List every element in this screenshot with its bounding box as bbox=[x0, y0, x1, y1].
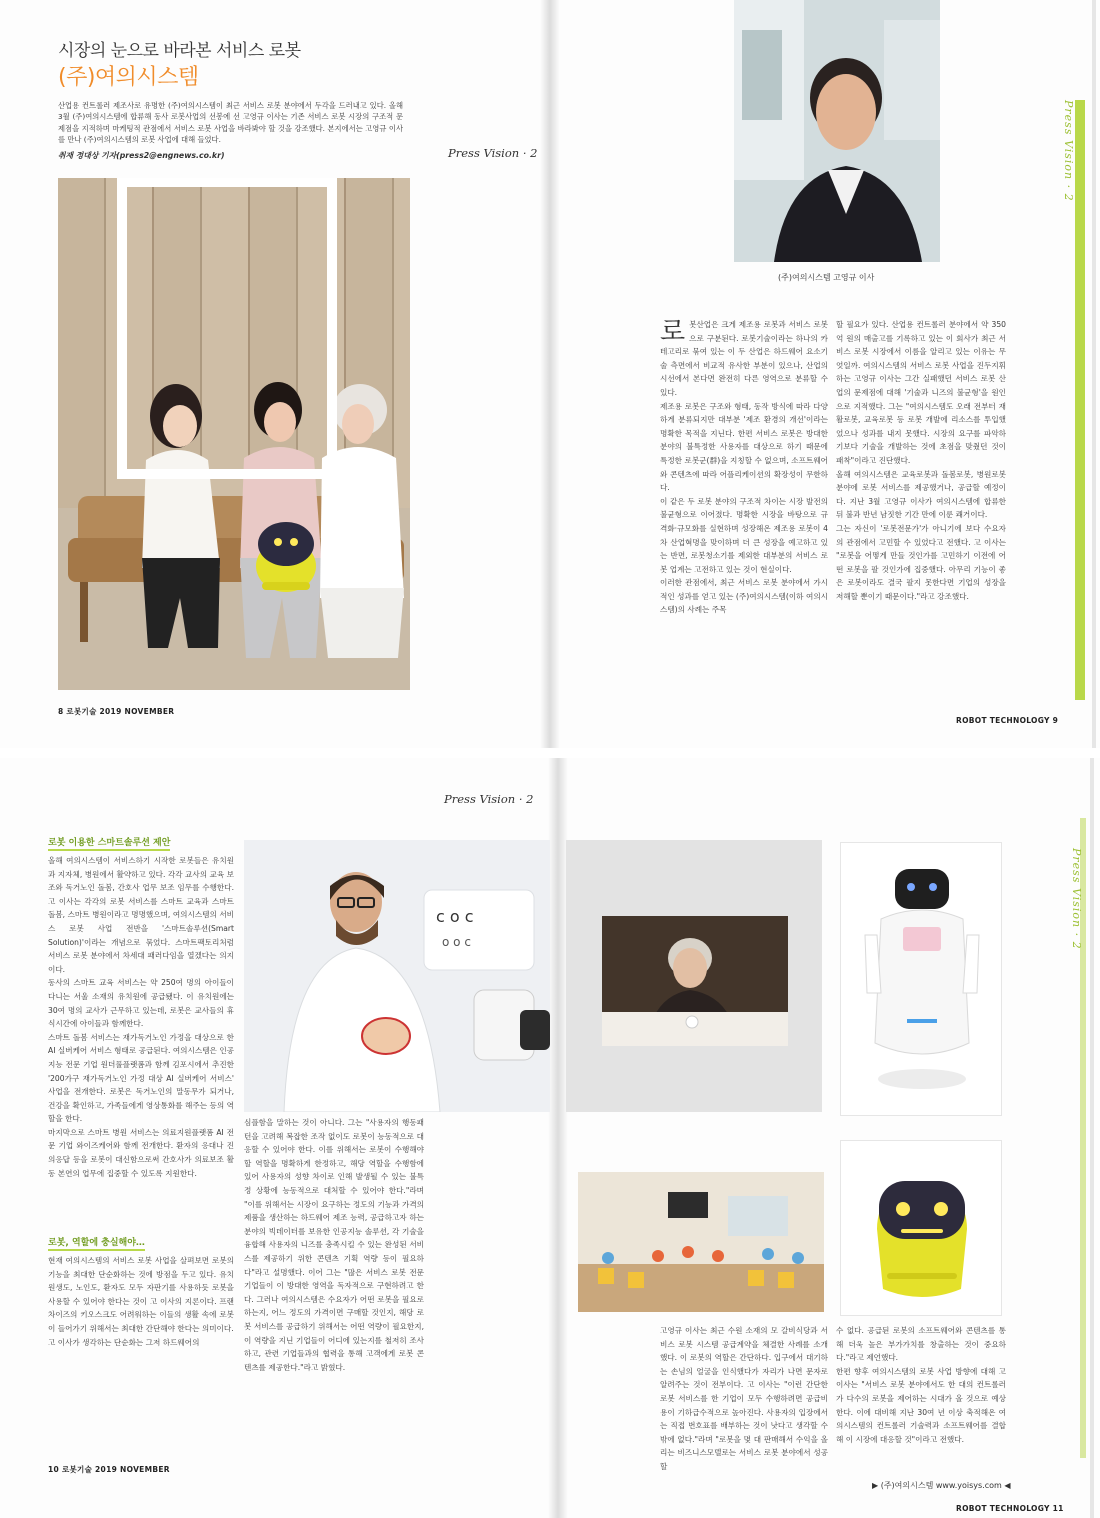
yellow-robot-photo bbox=[840, 1140, 1002, 1316]
body-column-1b bbox=[48, 1236, 234, 1452]
subhead-smart-solution: 로봇 이용한 스마트솔루션 제안 bbox=[48, 837, 170, 851]
company-credit: ▶ (주)여의시스템 www.yoisys.com ◀ bbox=[872, 1481, 1011, 1490]
doctor-robot-photo bbox=[244, 840, 550, 1112]
smiley-eye-icon bbox=[896, 1202, 910, 1216]
portrait-caption: (주)여의시스템 고영규 이사 bbox=[778, 273, 875, 282]
page-edge bbox=[1090, 758, 1094, 1518]
body-column-2: 심플함을 말하는 것이 아니다. 그는 "사용자의 행동패턴을 고려해 복잡한 조작 없이도 로봇이 능동적으로 대응할 수 있어야 한다. 이를 위해서는 로봇이 수행해야 할 역할을 명확하게 한정하고, 해당 역할을 수행함에 있어 사용자의 성향 차이로 인해 발생될 수 있는 불특정 상황에 능동적으로 대처할 수 있어야 한다."라며 "이를 위해서는 시장이 요구하는 정도의 기능과 가격의 제품을 생산하는 하드웨어 제조 능력, 공급하고자 하는 분야의 빅데이터를 보유한 인공지능 솔루션, 각 기술을 융합해 사용자의 니즈를 충족시킬 수 있는 완성된 서비스를 제공하기 위한 콘텐츠 기획 역량 등이 필요하다"라고 설명했다. 이어 그는 "많은 서비스 로봇 전문 기업들이 이 방대한 영역을 독자적으로 구현하려고 한다. 그러나 여의시스템은 수요자가 어떤 로봇을 필요로 하는지, 어느 정도의 가격이면 구매할 것인지, 해당 로봇 서비스를 공급하기 위해서는 어떤 역량이 필요한지, 이 역량을 지닌 기업들이 어디에 있는지를 철저히 조사하고, 관련 기업들과의 협력을 통해 고객에게 로봇 콘텐츠를 제공한다."라고 밝혔다. bbox=[244, 1118, 424, 1372]
spread-1 bbox=[0, 0, 1100, 748]
gutter-shadow bbox=[540, 0, 560, 748]
page-folio-right: ROBOT TECHNOLOGY 11 bbox=[956, 1504, 1064, 1513]
article-lead: 산업용 컨트롤러 제조사로 유명한 (주)여의시스템이 최근 서비스 로봇 분야에서 두각을 드러내고 있다. 올해 3월 (주)여의시스템에 합류해 동사 로봇사업의 선봉에 선 고영규 이사는 기존 서비스 로봇 시장의 구조적 문제점을 지적하며 마케팅적 관점에서 서비스 로봇 사업을 바라봐야 할 것을 강조했다. 본지에서는 고영규 이사를 만나 (주)여의시스템의 로봇 사업에 대해 들었다. bbox=[58, 101, 403, 145]
body-column-4: 수 없다. 공급된 로봇의 소프트웨어와 콘텐츠를 통해 더욱 높은 부가가치를 창출하는 것이 중요하다."라고 제언했다. 한편 향후 여의시스템의 로봇 사업 방향에 대해 고 이사는 "서비스 로봇 분야에서도 한 대의 컨트롤러가 다수의 로봇을 제어하는 시대가 올 것으로 예상한다. 이에 대비해 지난 30여 년 이상 축적해온 여의시스템의 컨트롤러 기술력과 소프트웨어를 결합해 이 시장에 대응할 것"이라고 전했다. bbox=[836, 1326, 1006, 1444]
svg-text:o o c: o o c bbox=[442, 935, 471, 949]
side-caption: Press Vision · 2 bbox=[1070, 848, 1083, 950]
spread-2 bbox=[0, 758, 1100, 1518]
white-robot-photo bbox=[840, 842, 1002, 1116]
body-column-1-text: 올해 여의시스템이 서비스하기 시작한 로봇들은 유치원과 지자체, 병원에서 활약하고 있다. 각각 교사의 교육 보조와 독거노인 돌봄, 간호사 업무 보조 임무를 수행한다. 고 이사는 각각의 로봇 서비스를 스마트 교육과 스마트 돌봄, 스마트 병원이라고 명명했으며, 여의시스템의 서비스 로봇 사업 전반을 '스마트솔루션(Smart Solution)'이라는 개념으로 묶었다. 스마트팩토리처럼 서비스 로봇 분야에서 차세대 패러다임을 열겠다는 의지이다. 동사의 스마트 교육 서비스는 약 250여 명의 아이들이 다니는 서울 소재의 유치원에 공급됐다. 이 유치원에는 30여 명의 교사가 근무하고 있는데, 로봇은 교사들의 휴식시간에 아이들과 함께한다. 스마트 돌봄 서비스는 재가독거노인 가정을 대상으로 한 AI 실버케어 서비스 형태로 공급된다. 여의시스템은 인공지능 전문 기업 원더풀플랫폼과 함께 김포시에서 추진한 '200가구 재가독거노인 가정 대상 AI 실버케어 서비스' 사업을 전개한다. 로봇은 독거노인의 말동무가 되거나, 건강을 확인하고, 가족들에게 영상통화를 해주는 등의 역할을 한다. 마지막으로 스마트 병원 서비스는 의료지원플랫폼 AI 전문 기업 와이즈케어와 함께 전개한다. 환자의 응대나 진의응답 등을 로봇이 대신함으로써 간호사가 의료보조 활동 본연의 업무에 집중할 수 있도록 지원한다. bbox=[48, 856, 234, 1178]
family-photo-illustration bbox=[58, 178, 410, 690]
green-side-bar bbox=[1075, 100, 1085, 700]
page-edge bbox=[1092, 0, 1096, 748]
subhead-role: 로봇, 역할에 충실해야… bbox=[48, 1237, 145, 1251]
classroom-illustration bbox=[578, 1172, 824, 1312]
section-tagline: Press Vision · 2 bbox=[444, 792, 534, 806]
senior-woman-photo bbox=[602, 916, 788, 1046]
article-headline: (주)여의시스템 bbox=[58, 65, 199, 90]
page-folio-left: 8 로봇기술 2019 NOVEMBER bbox=[58, 707, 175, 716]
classroom-photo bbox=[578, 1172, 824, 1312]
body-column-1-text: 봇산업은 크게 제조용 로봇과 서비스 로봇으로 구분된다. 로봇기술이라는 하나의 카테고리로 묶여 있는 이 두 산업은 하드웨어 요소기술 측면에서 비교적 유사한 부분이 있으나, 산업의 시선에서 본다면 완전히 다른 영역으로 분류할 수 있다. 제조용 로봇은 구조와 형태, 동작 방식에 따라 다양하게 분류되지만 대부분 '제조 환경의 개선'이라는 명확한 목적을 지닌다. 한편 서비스 로봇은 방대한 분야의 불특정한 사용자를 대상으로 하기 때문에 특정한 로봇군(群)을 지칭할 수 없으며, 소프트웨어와 콘텐츠에 따라 어플리케이션의 확장성이 무한하다. 이 같은 두 로봇 분야의 구조적 차이는 시장 발전의 불균형으로 이어졌다. 명확한 시장을 바탕으로 규격화·규모화를 실현하며 성장해온 제조용 로봇이 4차 산업혁명을 맞이하며 더 큰 성장을 예고하고 있는 반면, 로봇청소기를 제외한 대부분의 서비스 로봇 업계는 고전하고 있는 것이 현실이다. 이러한 관점에서, 최근 서비스 로봇 분야에서 가시적인 성과를 얻고 있는 (주)여의시스템(이하 여의시스템)의 사례는 주목 bbox=[660, 320, 828, 615]
byline: 취재 정대상 기자(press2@engnews.co.kr) bbox=[58, 151, 225, 160]
body-column-1 bbox=[660, 318, 828, 708]
portrait-illustration bbox=[734, 0, 940, 262]
body-column-1 bbox=[48, 836, 234, 1232]
body-column-2: 할 필요가 있다. 산업용 컨트롤러 분야에서 약 350억 원의 매출고를 기록하고 있는 이 회사가 최근 서비스 로봇 시장에서 이름을 알리고 있는 이유는 무엇일까. 여의시스템의 서비스 로봇 사업을 진두지휘하는 고영규 이사는 그간 실패했던 서비스 로봇 산업의 문제점에 대해 '기술과 니즈의 불균형'을 원인으로 지적했다. 그는 "여의시스템도 오래 전부터 재활로봇, 교육로봇 등 로봇 개발에 리소스를 투입했었으나 성과를 내지 못했다. 시장의 요구를 파악하기보다 기술을 개발하는 것에 초점을 맞췄던 것이 패착"이라고 진단했다. 올해 여의시스템은 교육로봇과 돌봄로봇, 병원로봇 분야에 로봇 서비스를 제공했거나, 공급할 예정이다. 지난 3월 고영규 이사가 여의시스템에 합류한 뒤 불과 반년 남짓한 기간 만에 이룬 쾌거이다. 그는 자신이 '로봇전문가'가 아니기에 보다 수요자의 관점에서 고민할 수 있었다고 전했다. 고 이사는 "로봇을 어떻게 만들 것인가를 고민하기 이전에 어떤 로봇을 팔 것인가에 집중했다. 아무리 기능이 좋은 로봇이라도 결국 팔지 못한다면 기업의 성장을 저해할 뿐이기 때문이다."라고 강조했다. bbox=[836, 320, 1006, 601]
page-folio-left: 10 로봇기술 2019 NOVEMBER bbox=[48, 1465, 170, 1474]
article-kicker: 시장의 눈으로 바라본 서비스 로봇 bbox=[58, 41, 301, 61]
family-robot-photo bbox=[58, 178, 410, 690]
page-folio-right: ROBOT TECHNOLOGY 9 bbox=[956, 716, 1059, 725]
gutter-shadow bbox=[548, 758, 568, 1518]
senior-photo-illustration bbox=[602, 916, 788, 1046]
svg-text:c o c: c o c bbox=[436, 907, 474, 926]
side-caption: Press Vision · 2 bbox=[1062, 100, 1075, 202]
yellow-robot-illustration bbox=[841, 1141, 1002, 1316]
executive-portrait bbox=[734, 0, 940, 262]
body-column-1b-text: 현재 여의시스템의 서비스 로봇 사업을 살펴보면 로봇의 기능을 최대한 단순화하는 것에 방점을 두고 있다. 유치원생도, 노인도, 환자도 모두 자판기를 사용하듯 로봇을 사용할 수 있어야 한다는 것이 고 이사의 지론이다. 프랜차이즈의 키오스크도 어려워하는 이들의 생활 속에 로봇이 들어가기 위해서는 최대한 간단해야 한다는 의미이다. 고 이사가 생각하는 단순화는 그저 하드웨어의 bbox=[48, 1256, 234, 1347]
dropcap: 로 bbox=[660, 318, 686, 347]
doctor-photo-illustration bbox=[244, 840, 550, 1112]
white-robot-illustration bbox=[841, 843, 1002, 1116]
body-column-3: 고영규 이사는 최근 수원 소재의 모 갈비식당과 서비스 로봇 시스템 공급계약을 체결한 사례를 소개했다. 이 로봇의 역할은 간단하다. 입구에서 대기하는 손님의 얼굴을 인식했다가 자리가 나면 문자로 알려주는 것이 전부이다. 고 이사는 "이런 간단한 로봇 서비스를 한 기업이 모두 수행하려면 공급비용이 기하급수적으로 높아진다. 사용자의 입장에서는 직접 번호표를 배부하는 것이 낫다고 생각할 수밖에 없다."라며 "로봇을 몇 대 판매해서 수익을 올리는 비즈니스모델로는 서비스 로봇 분야에서 성공할 bbox=[660, 1326, 828, 1471]
section-tagline: Press Vision · 2 bbox=[448, 146, 538, 160]
